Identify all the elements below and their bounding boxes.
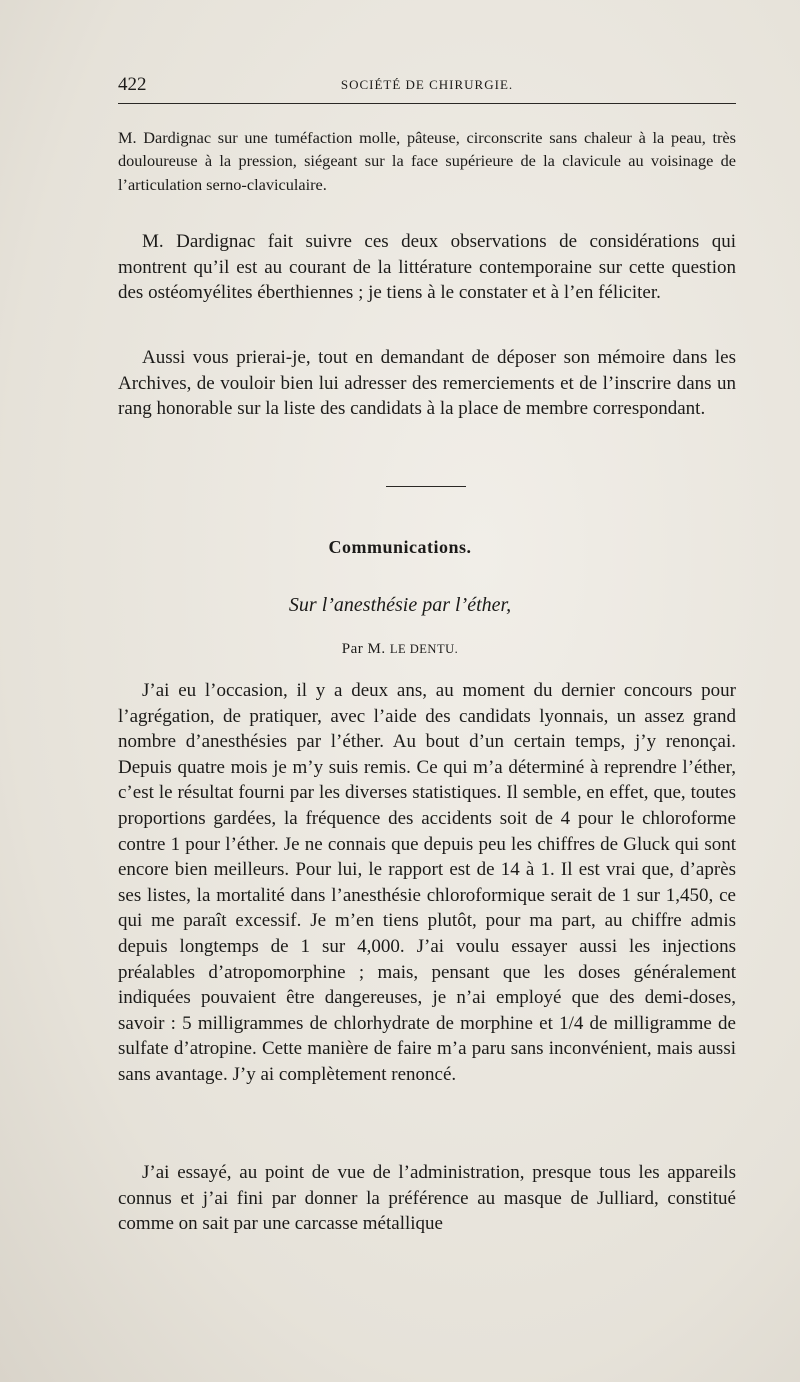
paragraph: Aussi vous prierai-je, tout en demandant de déposer son mémoire dans les Archives, de vouloir bien lui adresser des remerciements et de l’inscrire dans un rang honorable sur la liste des candidats à la place de membre correspondant. (118, 347, 736, 420)
article-block-1 (118, 678, 736, 1088)
section-separator (386, 486, 466, 487)
running-head: SOCIÉTÉ DE CHIRURGIE. (340, 77, 514, 92)
header-rule (118, 103, 736, 104)
author-name: LE DENTU. (389, 642, 459, 656)
paragraph: J’ai eu l’occasion, il y a deux ans, au moment du dernier concours pour l’agrégation, de pratiquer, avec l’aide des candidats lyonnais, un assez grand nombre d’anesthésies par l’éther. Au bout d’un certain temps, j’y renonçai. Depuis quatre mois je m’y suis remis. Ce qui m’a déterminé à reprendre l’éther, c’est le résultat fourni par les diverses statistiques. Il semble, en effet, que, toutes proportions gardées, la fréquence des accidents soit de 4 pour le chloroforme contre 1 pour l’éther. Je ne connais que depuis peu les chiffres de Gluck qui sont encore bien meilleurs. Pour lui, le rapport est de 14 à 1. Il est vrai que, d’après ses listes, la mortalité dans l’anesthésie chloroformique serait de 1 sur 1,450, ce qui me paraît excessif. Je m’en tiens plutôt, pour ma part, au chiffre admis depuis longtemps de 1 sur 4,000. J’ai voulu essayer aussi les injections préalables d’atropomorphine ; mais, pensant que les doses généralement indiquées pouvaient être dangereuses, je n’ai employé que des demi-doses, savoir : 5 milligrammes de chlorhydrate de morphine et 1/4 de milligramme de sulfate d’atropine. Cette manière de faire m’a paru sans inconvénient, mais aussi sans avantage. J’y ai complètement renoncé. (118, 680, 736, 1085)
section-title: Communications. (328, 537, 472, 557)
intro-block (118, 126, 736, 196)
article-block-2 (118, 1160, 736, 1237)
author-prefix: Par M. (341, 641, 390, 657)
page-number: 422 (118, 74, 147, 95)
report-block-1 (118, 229, 736, 306)
intro-paragraph: M. Dardignac sur une tuméfaction molle, pâteuse, circonscrite sans chaleur à la peau, très douloureuse à la pression, siégeant sur la face supérieure de la clavicule au voisinage de l’articulation serno-claviculaire. (118, 128, 736, 194)
paragraph: M. Dardignac fait suivre ces deux observations de considérations qui montrent qu’il est au courant de la littérature contemporaine sur cette question des ostéomyélites éberthiennes ; je tiens à le constater et à l’en féliciter. (118, 231, 736, 304)
page-header (118, 74, 736, 98)
article-title: Sur l’anesthésie par l’éther, (288, 594, 512, 616)
paragraph: J’ai essayé, au point de vue de l’administration, presque tous les appareils connus et j’ai fini par donner la préférence au masque de Julliard, constitué comme on sait par une carcasse métallique (118, 1162, 736, 1235)
article-author (0, 641, 800, 658)
report-block-2 (118, 345, 736, 422)
